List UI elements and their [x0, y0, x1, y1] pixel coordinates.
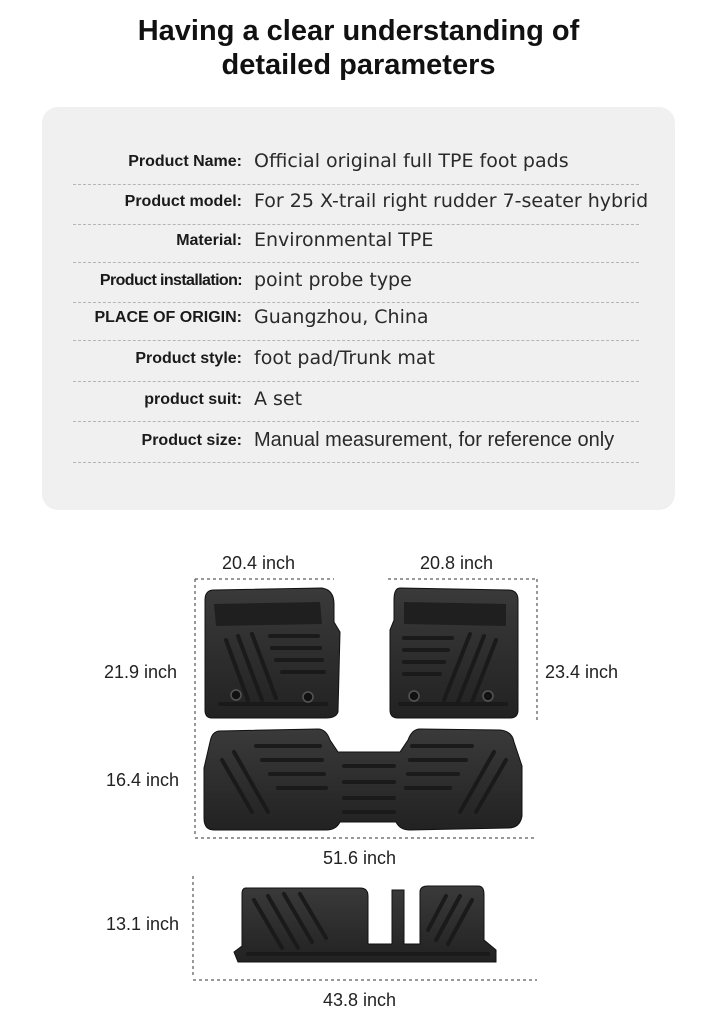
dimension-third-row-height: 13.1 inch — [106, 914, 180, 934]
dimension-third-row-width: 43.8 inch — [323, 990, 397, 1010]
title-line-2: detailed parameters — [221, 49, 496, 81]
spec-value: A set — [254, 388, 303, 410]
third-row-mat-image — [234, 886, 496, 962]
spec-label: PLACE OF ORIGIN: — [94, 309, 242, 326]
spec-label: Product size: — [141, 432, 242, 449]
spec-label: Product model: — [124, 193, 242, 210]
spec-label: Material: — [176, 232, 242, 249]
spec-value: Official original full TPE foot pads — [254, 150, 569, 172]
spec-value: For 25 X-trail right rudder 7-seater hybrid — [254, 190, 649, 212]
spec-label: Product installation: — [99, 272, 242, 289]
dimension-front-right-height: 23.4 inch — [545, 662, 619, 682]
spec-label: product suit: — [144, 391, 242, 408]
spec-value: Manual measurement, for reference only — [254, 429, 615, 451]
spec-value: foot pad/Trunk mat — [254, 347, 435, 369]
dimension-second-row-height: 16.4 inch — [106, 770, 180, 790]
spec-value: Guangzhou, China — [254, 306, 429, 328]
second-row-mat-image — [204, 729, 522, 830]
front-right-mat-image — [390, 588, 518, 718]
dimension-front-right-width: 20.8 inch — [420, 553, 494, 573]
spec-value: Environmental TPE — [254, 229, 434, 251]
spec-label: Product Name: — [128, 153, 242, 170]
front-left-mat-image — [205, 588, 340, 718]
dimension-second-row-width: 51.6 inch — [323, 848, 397, 868]
spec-label: Product style: — [135, 350, 242, 367]
spec-value: point probe type — [254, 269, 412, 291]
title-line-1: Having a clear understanding of — [137, 15, 580, 47]
dimension-front-left-width: 20.4 inch — [222, 553, 296, 573]
dimension-front-left-height: 21.9 inch — [104, 662, 178, 682]
